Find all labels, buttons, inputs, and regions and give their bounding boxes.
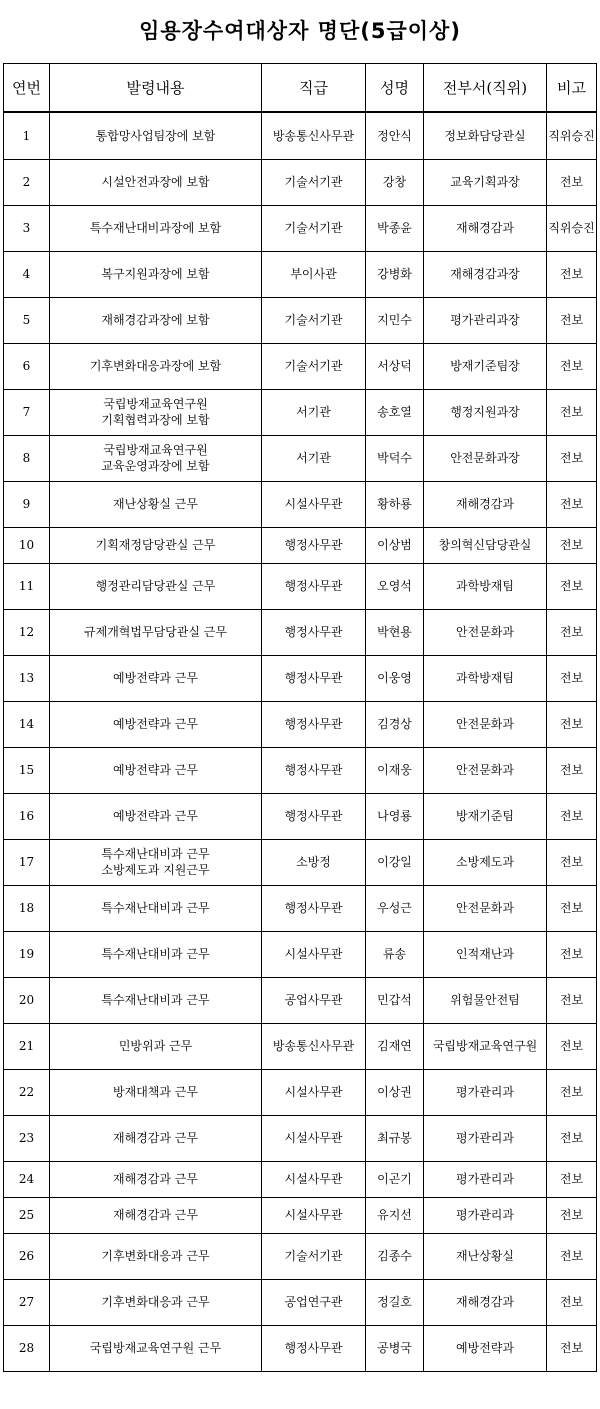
row-number-cell: 18 — [4, 885, 50, 931]
person-name-cell: 박현용 — [366, 609, 424, 655]
grade-cell: 시설사무관 — [262, 1115, 366, 1161]
appointment-detail-cell: 복구지원과장에 보함 — [50, 251, 262, 297]
person-name-cell: 유지선 — [366, 1197, 424, 1233]
note-cell: 직위승진 — [547, 112, 597, 159]
previous-department-cell: 안전문화과 — [424, 701, 547, 747]
note-cell: 전보 — [547, 1115, 597, 1161]
grade-cell: 기술서기관 — [262, 343, 366, 389]
note-cell: 전보 — [547, 435, 597, 481]
person-name-cell: 이웅영 — [366, 655, 424, 701]
row-number-cell: 11 — [4, 563, 50, 609]
person-name-cell: 이상권 — [366, 1069, 424, 1115]
appointment-detail-cell: 기후변화대응과 근무 — [50, 1279, 262, 1325]
person-name-cell: 이강일 — [366, 839, 424, 885]
row-number-cell: 22 — [4, 1069, 50, 1115]
person-name-cell: 정안식 — [366, 112, 424, 159]
table-row — [4, 1023, 597, 1069]
appointment-detail-cell: 특수재난대비과 근무 소방제도과 지원근무 — [50, 839, 262, 885]
appointment-detail-cell: 재해경감과 근무 — [50, 1161, 262, 1197]
appointment-detail-cell: 시설안전과장에 보함 — [50, 159, 262, 205]
grade-cell: 시설사무관 — [262, 931, 366, 977]
grade-cell: 시설사무관 — [262, 1069, 366, 1115]
note-cell: 전보 — [547, 563, 597, 609]
table-row — [4, 435, 597, 481]
table-row — [4, 977, 597, 1023]
grade-cell: 기술서기관 — [262, 205, 366, 251]
row-number-cell: 28 — [4, 1325, 50, 1371]
table-row — [4, 205, 597, 251]
previous-department-cell: 과학방재팀 — [424, 563, 547, 609]
table-row — [4, 389, 597, 435]
row-number-cell: 14 — [4, 701, 50, 747]
header-row — [4, 64, 597, 113]
previous-department-cell: 평가관리과 — [424, 1161, 547, 1197]
appointment-detail-cell: 국립방재교육연구원 근무 — [50, 1325, 262, 1371]
previous-department-cell: 안전문화과 — [424, 609, 547, 655]
person-name-cell: 나영룡 — [366, 793, 424, 839]
row-number-cell: 23 — [4, 1115, 50, 1161]
previous-department-cell: 평가관리과 — [424, 1069, 547, 1115]
previous-department-cell: 안전문화과 — [424, 885, 547, 931]
row-number-cell: 6 — [4, 343, 50, 389]
person-name-cell: 김종수 — [366, 1233, 424, 1279]
grade-cell: 부이사관 — [262, 251, 366, 297]
previous-department-cell: 안전문화과 — [424, 747, 547, 793]
grade-cell: 행정사무관 — [262, 701, 366, 747]
table-row — [4, 701, 597, 747]
person-name-cell: 이곤기 — [366, 1161, 424, 1197]
person-name-cell: 우성근 — [366, 885, 424, 931]
table-row — [4, 747, 597, 793]
table-row — [4, 1233, 597, 1279]
table-row — [4, 481, 597, 527]
grade-cell: 시설사무관 — [262, 481, 366, 527]
row-number-cell: 4 — [4, 251, 50, 297]
previous-department-cell: 재해경감과 — [424, 205, 547, 251]
previous-department-cell: 재해경감과 — [424, 1279, 547, 1325]
row-number-cell: 7 — [4, 389, 50, 435]
previous-department-cell: 평가관리과 — [424, 1115, 547, 1161]
table-row — [4, 1197, 597, 1233]
row-number-cell: 5 — [4, 297, 50, 343]
appointment-detail-cell: 국립방재교육연구원 기획협력과장에 보함 — [50, 389, 262, 435]
grade-cell: 서기관 — [262, 435, 366, 481]
row-number-cell: 3 — [4, 205, 50, 251]
appointment-detail-cell: 재해경감과 근무 — [50, 1197, 262, 1233]
note-cell: 전보 — [547, 389, 597, 435]
grade-cell: 행정사무관 — [262, 747, 366, 793]
grade-cell: 행정사무관 — [262, 793, 366, 839]
person-name-cell: 강병화 — [366, 251, 424, 297]
note-cell: 전보 — [547, 343, 597, 389]
previous-department-cell: 재해경감과장 — [424, 251, 547, 297]
table-row — [4, 1279, 597, 1325]
grade-cell: 행정사무관 — [262, 655, 366, 701]
note-cell: 전보 — [547, 1069, 597, 1115]
grade-cell: 기술서기관 — [262, 159, 366, 205]
row-number-cell: 24 — [4, 1161, 50, 1197]
table-row — [4, 1325, 597, 1371]
person-name-cell: 강창 — [366, 159, 424, 205]
person-name-cell: 송호열 — [366, 389, 424, 435]
row-number-cell: 13 — [4, 655, 50, 701]
row-number-cell: 27 — [4, 1279, 50, 1325]
person-name-cell: 오영석 — [366, 563, 424, 609]
header-prev-dept: 전부서(직위) — [424, 64, 547, 113]
person-name-cell: 서상덕 — [366, 343, 424, 389]
note-cell: 전보 — [547, 1233, 597, 1279]
note-cell: 전보 — [547, 931, 597, 977]
row-number-cell: 25 — [4, 1197, 50, 1233]
previous-department-cell: 예방전략과 — [424, 1325, 547, 1371]
person-name-cell: 김경상 — [366, 701, 424, 747]
note-cell: 직위승진 — [547, 205, 597, 251]
note-cell: 전보 — [547, 1023, 597, 1069]
row-number-cell: 21 — [4, 1023, 50, 1069]
person-name-cell: 박종윤 — [366, 205, 424, 251]
note-cell: 전보 — [547, 1161, 597, 1197]
note-cell: 전보 — [547, 1325, 597, 1371]
person-name-cell: 이재웅 — [366, 747, 424, 793]
grade-cell: 시설사무관 — [262, 1161, 366, 1197]
note-cell: 전보 — [547, 481, 597, 527]
previous-department-cell: 방재기준팀 — [424, 793, 547, 839]
previous-department-cell: 재난상황실 — [424, 1233, 547, 1279]
appointment-detail-cell: 특수재난대비과 근무 — [50, 885, 262, 931]
appointment-detail-cell: 예방전략과 근무 — [50, 793, 262, 839]
header-name: 성명 — [366, 64, 424, 113]
previous-department-cell: 평가관리과 — [424, 1197, 547, 1233]
grade-cell: 행정사무관 — [262, 527, 366, 563]
note-cell: 전보 — [547, 655, 597, 701]
appointment-detail-cell: 재해경감과 근무 — [50, 1115, 262, 1161]
grade-cell: 방송통신사무관 — [262, 1023, 366, 1069]
previous-department-cell: 창의혁신담당관실 — [424, 527, 547, 563]
note-cell: 전보 — [547, 747, 597, 793]
appointment-detail-cell: 방재대책과 근무 — [50, 1069, 262, 1115]
grade-cell: 기술서기관 — [262, 1233, 366, 1279]
previous-department-cell: 정보화담당관실 — [424, 112, 547, 159]
table-row — [4, 563, 597, 609]
grade-cell: 시설사무관 — [262, 1197, 366, 1233]
previous-department-cell: 행정지원과장 — [424, 389, 547, 435]
grade-cell: 행정사무관 — [262, 563, 366, 609]
appointment-detail-cell: 국립방재교육연구원 교육운영과장에 보함 — [50, 435, 262, 481]
note-cell: 전보 — [547, 885, 597, 931]
table-row — [4, 839, 597, 885]
appointment-detail-cell: 예방전략과 근무 — [50, 747, 262, 793]
note-cell: 전보 — [547, 793, 597, 839]
grade-cell: 기술서기관 — [262, 297, 366, 343]
note-cell: 전보 — [547, 609, 597, 655]
note-cell: 전보 — [547, 251, 597, 297]
table-row — [4, 527, 597, 563]
grade-cell: 행정사무관 — [262, 885, 366, 931]
appointment-detail-cell: 특수재난대비과 근무 — [50, 977, 262, 1023]
row-number-cell: 10 — [4, 527, 50, 563]
header-note: 비고 — [547, 64, 597, 113]
appointment-detail-cell: 행정관리담당관실 근무 — [50, 563, 262, 609]
appointment-detail-cell: 민방위과 근무 — [50, 1023, 262, 1069]
previous-department-cell: 소방제도과 — [424, 839, 547, 885]
grade-cell: 공업연구관 — [262, 1279, 366, 1325]
grade-cell: 소방정 — [262, 839, 366, 885]
row-number-cell: 19 — [4, 931, 50, 977]
note-cell: 전보 — [547, 297, 597, 343]
appointment-detail-cell: 특수재난대비과장에 보함 — [50, 205, 262, 251]
person-name-cell: 류송 — [366, 931, 424, 977]
header-grade: 직급 — [262, 64, 366, 113]
table-row — [4, 1115, 597, 1161]
table-row — [4, 1161, 597, 1197]
grade-cell: 방송통신사무관 — [262, 112, 366, 159]
row-number-cell: 17 — [4, 839, 50, 885]
personnel-table — [3, 63, 597, 1372]
row-number-cell: 26 — [4, 1233, 50, 1279]
header-no: 연번 — [4, 64, 50, 113]
previous-department-cell: 평가관리과장 — [424, 297, 547, 343]
note-cell: 전보 — [547, 1197, 597, 1233]
previous-department-cell: 인적재난과 — [424, 931, 547, 977]
table-row — [4, 931, 597, 977]
row-number-cell: 16 — [4, 793, 50, 839]
table-row — [4, 793, 597, 839]
previous-department-cell: 국립방재교육연구원 — [424, 1023, 547, 1069]
grade-cell: 서기관 — [262, 389, 366, 435]
note-cell: 전보 — [547, 701, 597, 747]
appointment-detail-cell: 규제개혁법무담당관실 근무 — [50, 609, 262, 655]
appointment-detail-cell: 기획재정담당관실 근무 — [50, 527, 262, 563]
person-name-cell: 박덕수 — [366, 435, 424, 481]
page-title: 임용장수여대상자 명단(5급이상) — [139, 19, 461, 43]
note-cell: 전보 — [547, 839, 597, 885]
person-name-cell: 공병국 — [366, 1325, 424, 1371]
appointment-detail-cell: 재난상황실 근무 — [50, 481, 262, 527]
person-name-cell: 정길호 — [366, 1279, 424, 1325]
row-number-cell: 2 — [4, 159, 50, 205]
person-name-cell: 황하룡 — [366, 481, 424, 527]
row-number-cell: 8 — [4, 435, 50, 481]
table-row — [4, 1069, 597, 1115]
previous-department-cell: 위험물안전팀 — [424, 977, 547, 1023]
appointment-detail-cell: 재해경감과장에 보함 — [50, 297, 262, 343]
header-action: 발령내용 — [50, 64, 262, 113]
table-row — [4, 251, 597, 297]
appointment-detail-cell: 통합망사업팀장에 보함 — [50, 112, 262, 159]
previous-department-cell: 안전문화과장 — [424, 435, 547, 481]
note-cell: 전보 — [547, 1279, 597, 1325]
person-name-cell: 민갑석 — [366, 977, 424, 1023]
row-number-cell: 1 — [4, 112, 50, 159]
person-name-cell: 지민수 — [366, 297, 424, 343]
table-row — [4, 655, 597, 701]
row-number-cell: 9 — [4, 481, 50, 527]
appointment-detail-cell: 특수재난대비과 근무 — [50, 931, 262, 977]
table-row — [4, 297, 597, 343]
appointment-detail-cell: 기후변화대응과장에 보함 — [50, 343, 262, 389]
appointment-detail-cell: 예방전략과 근무 — [50, 655, 262, 701]
note-cell: 전보 — [547, 527, 597, 563]
appointment-detail-cell: 예방전략과 근무 — [50, 701, 262, 747]
table-row — [4, 885, 597, 931]
row-number-cell: 15 — [4, 747, 50, 793]
previous-department-cell: 방재기준팀장 — [424, 343, 547, 389]
row-number-cell: 20 — [4, 977, 50, 1023]
note-cell: 전보 — [547, 977, 597, 1023]
previous-department-cell: 교육기획과장 — [424, 159, 547, 205]
grade-cell: 행정사무관 — [262, 1325, 366, 1371]
row-number-cell: 12 — [4, 609, 50, 655]
previous-department-cell: 과학방재팀 — [424, 655, 547, 701]
note-cell: 전보 — [547, 159, 597, 205]
appointment-detail-cell: 기후변화대응과 근무 — [50, 1233, 262, 1279]
table-row — [4, 343, 597, 389]
grade-cell: 행정사무관 — [262, 609, 366, 655]
person-name-cell: 이상범 — [366, 527, 424, 563]
table-row — [4, 159, 597, 205]
previous-department-cell: 재해경감과 — [424, 481, 547, 527]
grade-cell: 공업사무관 — [262, 977, 366, 1023]
table-row — [4, 609, 597, 655]
person-name-cell: 김재연 — [366, 1023, 424, 1069]
table-row — [4, 112, 597, 159]
person-name-cell: 최규봉 — [366, 1115, 424, 1161]
